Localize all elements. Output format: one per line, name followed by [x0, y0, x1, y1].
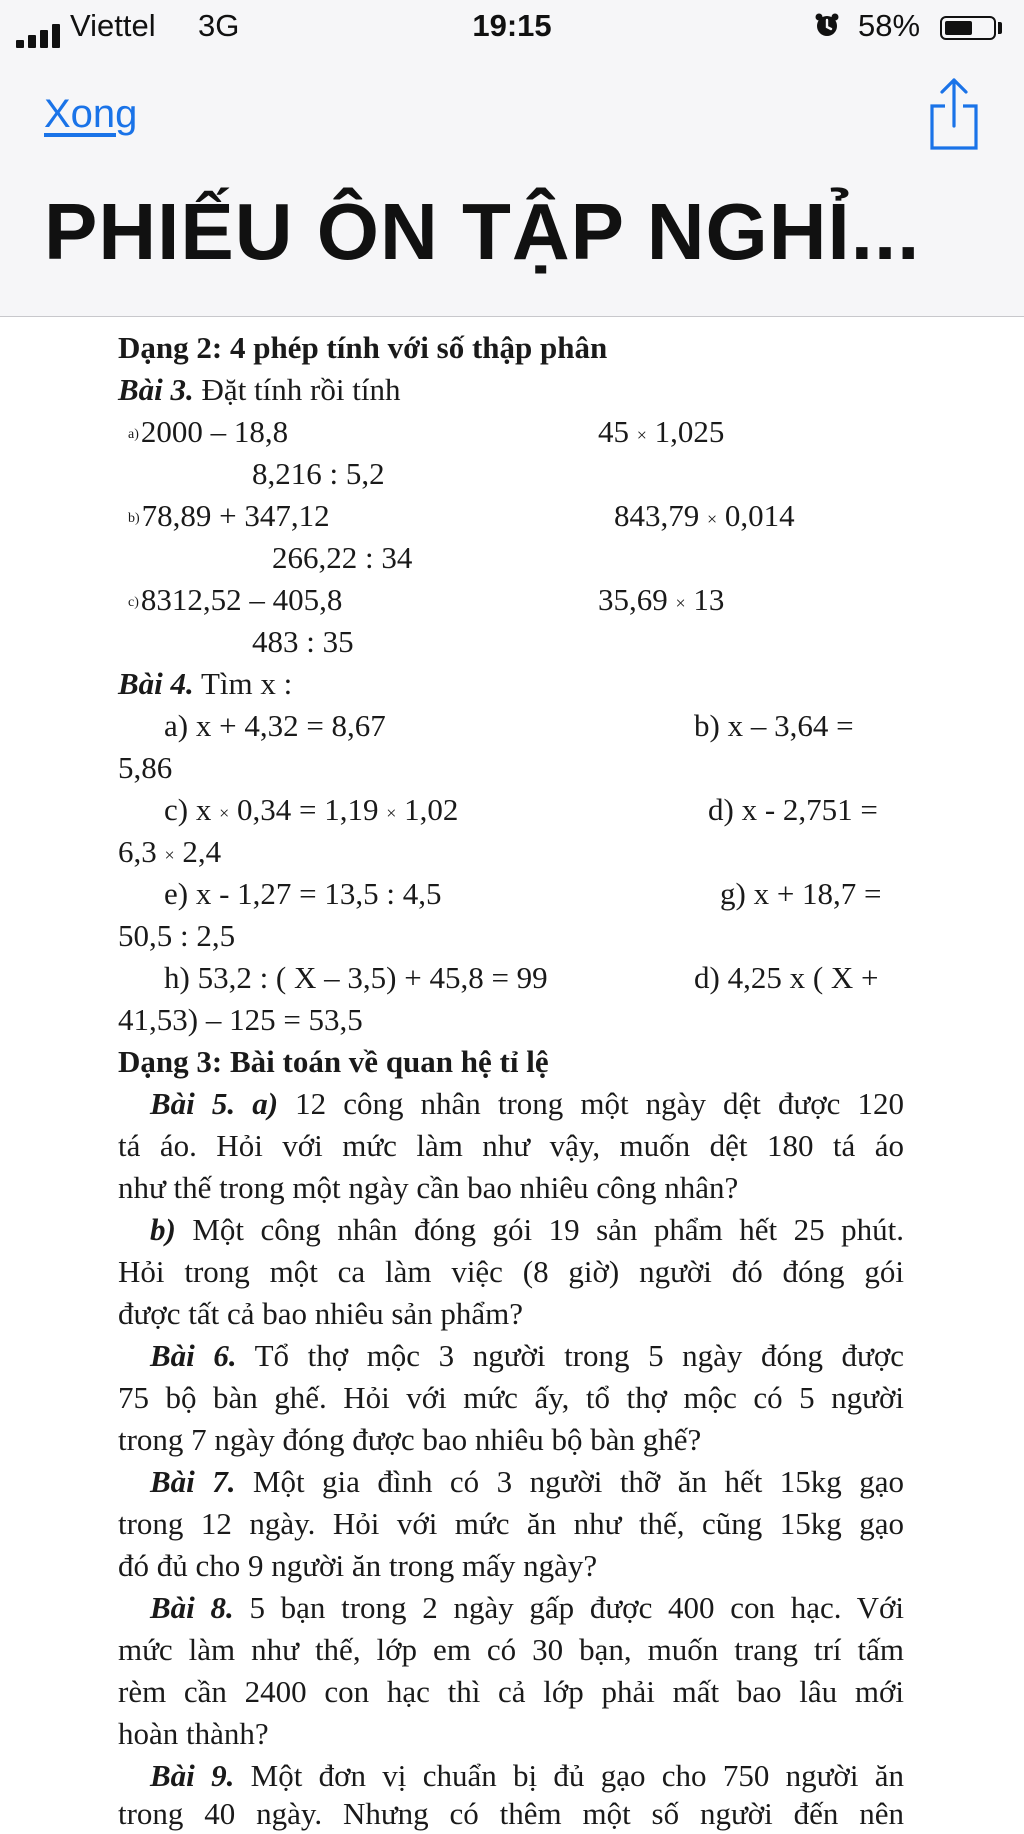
bai-3-a-1: [128, 412, 288, 455]
bai-4-heading: [118, 664, 292, 704]
page-title: PHIẾU ÔN TẬP NGHỈ...: [44, 187, 921, 276]
bai-5-b-line-3: được tất cả bao nhiêu sản phẩm?: [118, 1296, 524, 1331]
bai-3-c-1: [128, 580, 342, 623]
times-sign: ×: [675, 592, 686, 613]
bai-3-b-3: 266,22 : 34: [272, 540, 413, 575]
bai-7-line-1: Bài 7. Một gia đình có 3 người thỡ ăn hết 15kg gạo: [150, 1464, 904, 1499]
bai-9-label: Bài 9.: [150, 1758, 235, 1793]
bai-3-a-2: 45 × 1,025: [598, 414, 725, 449]
bai-4-c: c) x × 0,34 = 1,19 × 1,02: [164, 792, 459, 827]
battery-icon: [940, 16, 996, 40]
bai-5-b-line-1: b) Một công nhân đóng gói 19 sản phẩm hết 25 phút.: [150, 1212, 904, 1247]
network-type: 3G: [198, 8, 240, 43]
times-sign: ×: [219, 802, 230, 823]
bai-6-line-3: trong 7 ngày đóng được bao nhiêu bộ bàn ghế?: [118, 1422, 702, 1457]
bai-8-line-2: mức làm như thế, lớp em có 30 bạn, muốn trang trí tấm: [118, 1632, 904, 1667]
section-dang-3: Dạng 3: Bài toán về quan hệ tỉ lệ: [118, 1044, 549, 1079]
bai-3-c-2: 35,69 × 13: [598, 582, 725, 617]
bai-4-d-cont: 6,3 × 2,4: [118, 834, 222, 869]
bai-6-line-1: Bài 6. Tổ thợ mộc 3 người trong 5 ngày đóng được: [150, 1338, 904, 1373]
clock: 19:15: [472, 8, 552, 43]
bai-4-d2-cont: 41,53) – 125 = 53,5: [118, 1002, 363, 1037]
bai-3-b-2: 843,79 × 0,014: [614, 498, 795, 533]
status-bar: [0, 8, 1024, 48]
times-sign: ×: [707, 508, 718, 529]
bai-5-a-line-1: Bài 5. a) 12 công nhân trong một ngày dệt được 120: [150, 1086, 904, 1121]
document-page[interactable]: [0, 318, 1024, 1831]
bai-6-line-2: 75 bộ bàn ghế. Hỏi với mức ấy, tổ thợ mộc có 5 người: [118, 1380, 904, 1415]
bai-8-line-4: hoàn thành?: [118, 1716, 269, 1751]
alarm-icon: [814, 12, 840, 38]
bai-4-g-cont: 50,5 : 2,5: [118, 918, 236, 953]
bai-3-c-label: c): [128, 594, 139, 610]
bai-4-b: b) x – 3,64 =: [694, 708, 854, 743]
bai-4-text: Tìm x :: [193, 666, 293, 701]
bai-3-b-expr: 78,89 + 347,12: [141, 498, 330, 533]
bai-3-heading: [118, 370, 400, 410]
bai-4-b-cont: 5,86: [118, 750, 173, 785]
bai-8-label: Bài 8.: [150, 1590, 234, 1625]
bai-4-d: d) x - 2,751 =: [708, 792, 878, 827]
battery-percent: 58%: [858, 8, 921, 43]
section-dang-2: Dạng 2: 4 phép tính với số thập phân: [118, 330, 608, 365]
carrier-name: Viettel: [70, 8, 156, 43]
bai-5-a-line-3: như thế trong một ngày cần bao nhiêu công nhân?: [118, 1170, 739, 1205]
bai-5-label: Bài 5.: [150, 1086, 236, 1121]
bai-5-b-line-2: Hỏi trong một ca làm việc (8 giờ) người đó đóng gói: [118, 1254, 904, 1289]
app-header: [0, 0, 1024, 317]
bai-3-a-expr: 2000 – 18,8: [140, 414, 289, 449]
times-sign: ×: [164, 844, 175, 865]
times-sign: ×: [386, 802, 397, 823]
bai-9-line-2: trong 40 ngày. Nhưng có thêm một số người đến nên: [118, 1796, 904, 1831]
bai-3-b-1: [128, 496, 330, 539]
bai-3-a-3: 8,216 : 5,2: [252, 456, 385, 491]
bai-7-line-2: trong 12 ngày. Hỏi với mức ăn như thế, cũng 15kg gạo: [118, 1506, 904, 1541]
times-sign: ×: [636, 424, 647, 445]
share-icon[interactable]: [926, 76, 982, 152]
bai-3-text: Đặt tính rồi tính: [193, 372, 401, 407]
bai-4-g: g) x + 18,7 =: [720, 876, 882, 911]
bai-7-label: Bài 7.: [150, 1464, 236, 1499]
bai-3-label: Bài 3.: [118, 372, 194, 407]
bai-4-d2: d) 4,25 x ( X +: [694, 960, 879, 995]
bai-3-c-expr: 8312,52 – 405,8: [140, 582, 343, 617]
bai-8-line-1: Bài 8. 5 bạn trong 2 ngày gấp được 400 con hạc. Với: [150, 1590, 904, 1625]
bai-9-line-1: Bài 9. Một đơn vị chuẩn bị đủ gạo cho 750 người ăn: [150, 1758, 904, 1793]
bai-4-a: a) x + 4,32 = 8,67: [164, 708, 386, 743]
bai-8-line-3: rèm cần 2400 con hạc thì cả lớp phải mất bao lâu mới: [118, 1674, 904, 1709]
bai-3-a-label: a): [128, 426, 139, 442]
bai-5-a-line-2: tá áo. Hỏi với mức làm như vậy, muốn dệt 180 tá áo: [118, 1128, 904, 1163]
bai-4-h: h) 53,2 : ( X – 3,5) + 45,8 = 99: [164, 960, 548, 995]
bai-7-line-3: đó đủ cho 9 người ăn trong mấy ngày?: [118, 1548, 598, 1583]
bai-6-label: Bài 6.: [150, 1338, 237, 1373]
battery-tip: [998, 22, 1002, 34]
bai-4-label: Bài 4.: [118, 666, 194, 701]
bai-4-e: e) x - 1,27 = 13,5 : 4,5: [164, 876, 442, 911]
done-button[interactable]: Xong: [44, 92, 138, 136]
bai-3-b-label: b): [128, 510, 140, 526]
bai-3-c-3: 483 : 35: [252, 624, 354, 659]
